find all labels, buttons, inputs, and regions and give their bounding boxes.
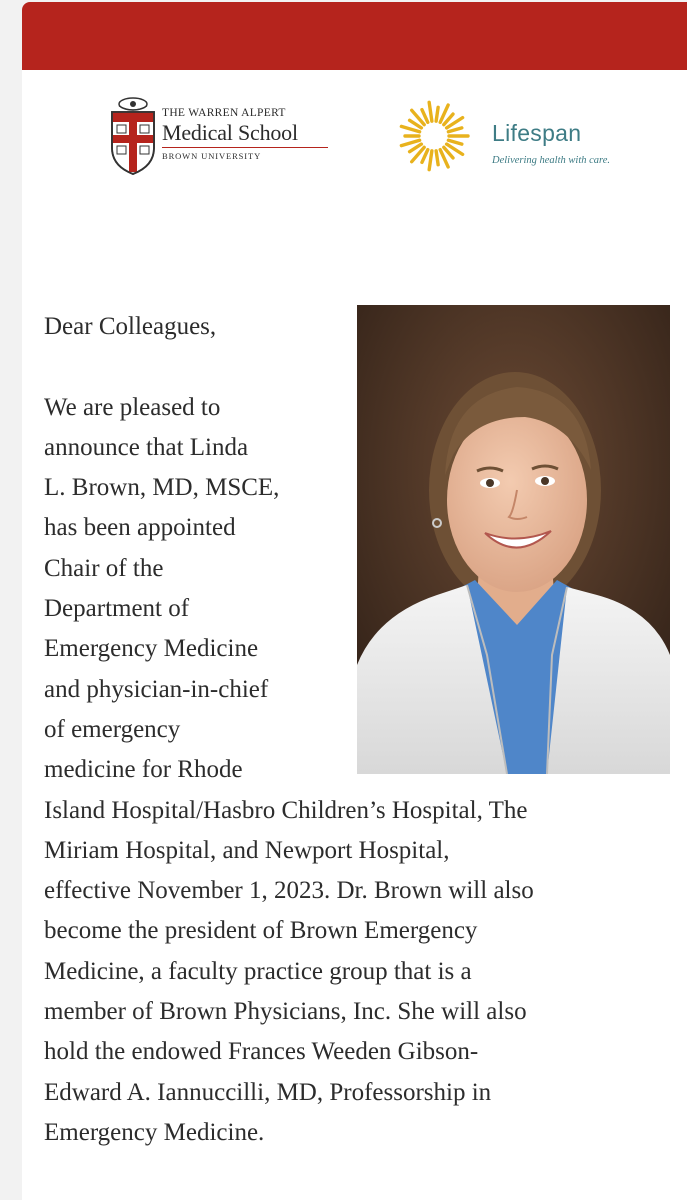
letter-body <box>44 307 669 1153</box>
lifespan-logo <box>396 98 656 178</box>
letter-line: of emergency <box>44 715 181 743</box>
sun-ray <box>436 151 438 165</box>
letter-line: and physician-in-chief <box>44 675 269 703</box>
header-bar <box>22 2 687 70</box>
letter-line: announce that Linda <box>44 433 249 461</box>
letter-line: Miriam Hospital, and Newport Hospital, <box>44 836 450 864</box>
letter-line: Emergency Medicine. <box>44 1118 265 1146</box>
sun-ray <box>436 107 438 121</box>
sun-ray <box>429 151 432 170</box>
email-frame <box>22 2 687 1200</box>
greeting: Dear Colleagues, <box>44 313 217 340</box>
letter-line: Edward A. Iannuccilli, MD, Professorship in <box>44 1078 492 1106</box>
lifespan-sun-icon <box>396 98 472 174</box>
brown-logo-line1: THE WARREN ALPERT <box>162 107 286 119</box>
letter-line: medicine for Rhode <box>44 756 243 784</box>
letter-line: become the president of Brown Emergency <box>44 917 478 945</box>
brown-logo-rule <box>162 147 328 148</box>
letter-line: Island Hospital/Hasbro Children’s Hospital, The <box>44 796 528 824</box>
sun-ray <box>448 128 461 132</box>
letter-line: has been appointed <box>44 514 236 542</box>
brown-logo-line3: BROWN UNIVERSITY <box>162 151 262 161</box>
sun-ray <box>401 126 419 131</box>
brown-logo-text <box>162 106 332 162</box>
brown-logo-line2: Medical School <box>162 120 298 145</box>
brown-crest-icon <box>108 96 158 176</box>
brown-medical-school-logo <box>108 96 328 176</box>
letter-line: Medicine, a faculty practice group that is a <box>44 957 472 985</box>
letter-line: Emergency Medicine <box>44 635 259 663</box>
sun-ray <box>422 150 428 163</box>
sun-ray <box>401 140 419 145</box>
letter-line: We are pleased to <box>44 393 221 421</box>
letter-line: Department of <box>44 595 190 623</box>
lifespan-tagline: Delivering health with care. <box>492 155 611 166</box>
letter-line: hold the endowed Frances Weeden Gibson- <box>44 1038 479 1066</box>
sun-ray <box>448 140 461 144</box>
letter-line: member of Brown Physicians, Inc. She will also <box>44 998 527 1026</box>
letter-line: effective November 1, 2023. Dr. Brown will also <box>44 877 534 905</box>
sun-ray <box>422 110 428 123</box>
letter-line: Chair of the <box>44 554 164 582</box>
lifespan-name: Lifespan <box>492 120 582 146</box>
letter-line: L. Brown, MD, MSCE, <box>44 474 280 502</box>
sun-ray <box>429 102 432 121</box>
